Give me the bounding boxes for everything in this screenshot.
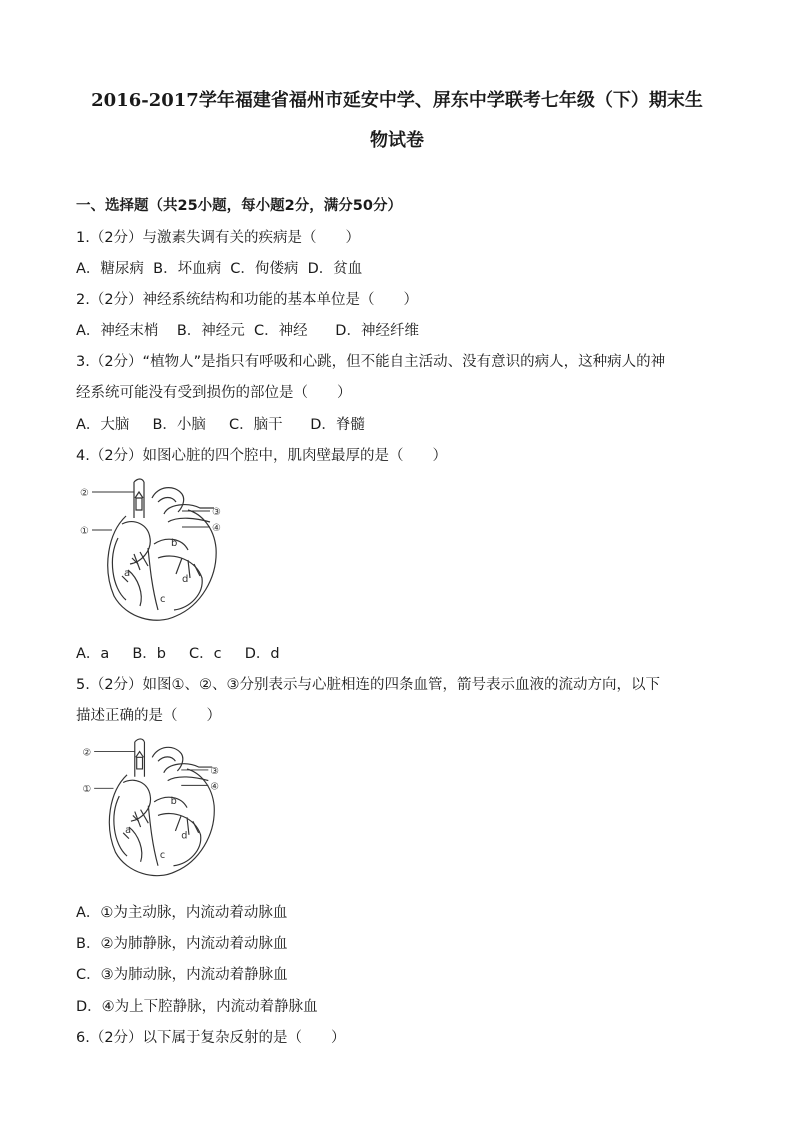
q5-stem-line1: 5.（2分）如图①、②、③分别表示与心脏相连的四条血管，箭号表示血液的流动方向，以下 xyxy=(76,677,661,693)
q2-options: A．神经末梢 B．神经元 C．神经 D．神经纤维 xyxy=(76,323,419,339)
q2-stem: 2.（2分）神经系统结构和功能的基本单位是（ ） xyxy=(76,292,419,308)
heart2-label-1: ① xyxy=(82,784,92,796)
q5-option-a: A．①为主动脉，内流动着动脉血 xyxy=(76,905,288,921)
exam-title-line1: 2016-2017学年福建省福州市延安中学、屏东中学联考七年级（下）期末生 xyxy=(91,90,703,111)
heart-label-4: ④ xyxy=(212,523,221,534)
heart-label-a: a xyxy=(124,568,131,579)
q1-options: A．糖尿病 B．坏血病 C．佝偻病 D．贫血 xyxy=(76,261,363,277)
heart-label-3: ③ xyxy=(212,507,221,518)
q3-options: A．大脑 B．小脑 C．脑干 D．脊髓 xyxy=(76,417,365,433)
exam-title-line2: 物试卷 xyxy=(370,130,424,151)
q3-stem-line2: 经系统可能没有受到损伤的部位是（ ） xyxy=(76,385,352,401)
q5-option-d: D．④为上下腔静脉，内流动着静脉血 xyxy=(76,999,318,1015)
heart2-label-b: b xyxy=(170,795,177,807)
heart-label-2: ② xyxy=(80,488,89,499)
q5-option-c: C．③为肺动脉，内流动着静脉血 xyxy=(76,967,288,983)
q4-stem: 4.（2分）如图心脏的四个腔中，肌肉壁最厚的是（ ） xyxy=(76,448,448,464)
heart-label-c: c xyxy=(160,594,166,605)
heart-label-b: b xyxy=(171,538,178,549)
heart2-label-4: ④ xyxy=(210,781,219,793)
q5-stem-line2: 描述正确的是（ ） xyxy=(76,708,221,724)
q4-heart-diagram xyxy=(78,478,238,633)
heart2-label-3: ③ xyxy=(210,765,219,777)
q4-options: A．a B．b C．c D．d xyxy=(76,646,280,662)
heart2-label-2: ② xyxy=(82,747,92,759)
q1-stem: 1.（2分）与激素失调有关的疾病是（ ） xyxy=(76,230,361,246)
section-heading: 一、选择题（共25小题，每小题2分，满分50分） xyxy=(76,198,402,214)
heart2-label-c: c xyxy=(159,850,166,861)
heart2-label-d: d xyxy=(181,830,188,842)
heart-label-d: d xyxy=(182,574,189,585)
q6-stem: 6.（2分）以下属于复杂反射的是（ ） xyxy=(76,1030,346,1046)
heart-label-1: ① xyxy=(80,526,89,537)
q3-stem-line1: 3.（2分）“植物人”是指只有呼吸和心跳，但不能自主活动、没有意识的病人，这种病人的神 xyxy=(76,354,666,370)
q5-option-b: B．②为肺静脉，内流动着动脉血 xyxy=(76,936,288,952)
heart2-label-a: a xyxy=(125,824,132,836)
q5-heart-diagram xyxy=(78,738,238,888)
